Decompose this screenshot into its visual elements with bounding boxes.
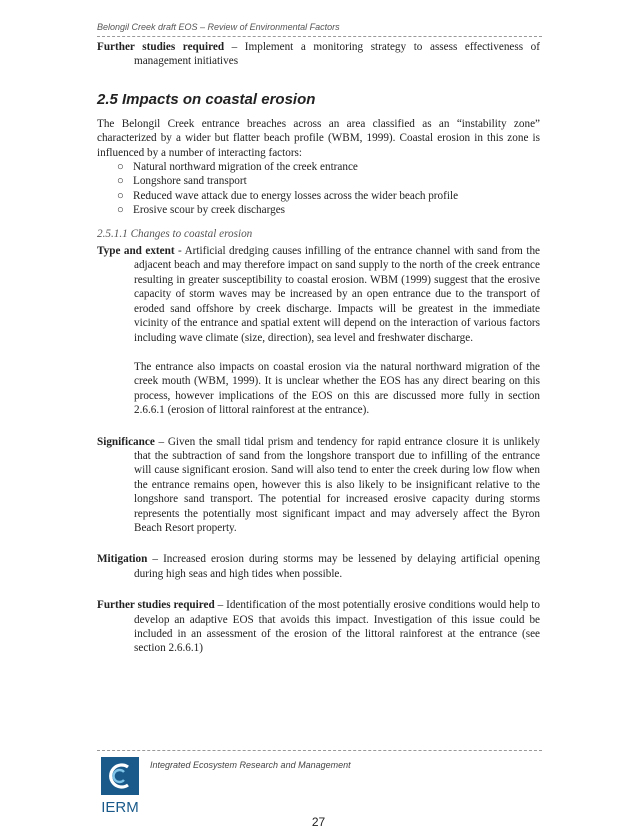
header-divider <box>97 36 542 37</box>
list-item-text: Longshore sand transport <box>133 175 247 188</box>
bullet-icon: ○ <box>117 189 124 202</box>
list-item <box>117 203 540 217</box>
factor-list <box>97 160 540 218</box>
section-heading: 2.5 Impacts on coastal erosion <box>97 90 316 108</box>
significance-label: Significance <box>97 435 155 448</box>
footer-divider <box>97 750 542 751</box>
further-studies-intro-label: Further studies required <box>97 41 225 53</box>
page-content <box>97 40 540 656</box>
list-item-text: Erosive scour by creek discharges <box>133 204 286 217</box>
further-studies-label: Further studies required <box>97 599 215 612</box>
type-extent-paragraph-2: The entrance also impacts on coastal erosion via the natural northward migration of the creek mouth (WBM, 1999). It is unclear whether the EOS has any direct bearing on this process, however implications of the EOS on this are discussed more fully in section 2.6.6.1 (erosion of littoral rainforest at the entrance). <box>134 360 540 417</box>
significance-text: – Given the small tidal prism and tendency for rapid entrance closure it is unlikely that the subtraction of sand from the longshore transport due to infilling of the entrance will cause significant erosion. Sand will also tend to enter the creek during low flow when the entrance remains open, however this is also likely to be insignificant relative to the longshore sand transport. The potential for increased erosive capacity during storms represents the potentially most significant impact and may adversely affect the Byron Beach Resort property. <box>134 435 540 534</box>
type-extent-text: - Artificial dredging causes infilling of the entrance channel with sand from the adjacent beach and may therefore impact on sand supply to the north of the creek entrance resulting in greater susceptibility to coastal erosion. WBM (1999) suggest that the erosive capacity of storm waves may be increased by an open entrance due to the transport of eroded sand offshore by creek discharge. Impacts will be greatest in the immediate vicinity of the entrance and spatial extent will depend on the interaction of various factors including wave climate (size, direction), sea level and freshwater discharge. <box>134 245 541 344</box>
footer-org-name: Integrated Ecosystem Research and Management <box>150 760 351 770</box>
ierm-logo-icon <box>97 757 143 815</box>
subsection-heading: 2.5.1.1 Changes to coastal erosion <box>97 227 253 240</box>
list-item <box>117 189 540 203</box>
section-intro: The Belongil Creek entrance breaches across an area classified as an “instability zone” characterized by a wider but flatter beach profile (WBM, 1999). Coastal erosion in this zone is influenced by a number of interacting factors: <box>97 117 540 159</box>
logo-square <box>101 757 139 795</box>
mitigation-text: – Increased erosion during storms may be lessened by delaying artificial opening during high seas and high tides when possible. <box>134 553 540 580</box>
logo-text: IERM <box>101 799 139 815</box>
running-header: Belongil Creek draft EOS – Review of Environmental Factors <box>97 22 340 32</box>
list-item-text: Reduced wave attack due to energy losses across the wider beach profile <box>133 189 459 202</box>
list-item-text: Natural northward migration of the creek entrance <box>133 161 358 174</box>
bullet-icon: ○ <box>117 204 124 217</box>
type-extent-label: Type and extent <box>97 245 175 258</box>
page-number: 27 <box>311 815 326 829</box>
type-extent-paragraph <box>97 244 540 345</box>
bullet-icon: ○ <box>117 175 124 188</box>
bullet-icon: ○ <box>117 161 124 174</box>
further-studies-paragraph <box>97 598 540 656</box>
mitigation-paragraph <box>97 552 540 581</box>
further-studies-intro-text: – Implement a monitoring strategy to assess effectiveness of management initiatives <box>134 41 540 68</box>
further-studies-text: – Identification of the most potentially erosive conditions would help to develop an adaptive EOS that avoids this impact. Investigation of this issue could be included in an assessment of the erosion of the littoral rainforest at the entrance (see section 2.6.6.1) <box>134 599 540 655</box>
significance-paragraph <box>97 435 540 536</box>
further-studies-intro <box>97 40 540 69</box>
list-item <box>117 174 540 188</box>
mitigation-label: Mitigation <box>97 553 148 566</box>
list-item <box>117 160 540 174</box>
